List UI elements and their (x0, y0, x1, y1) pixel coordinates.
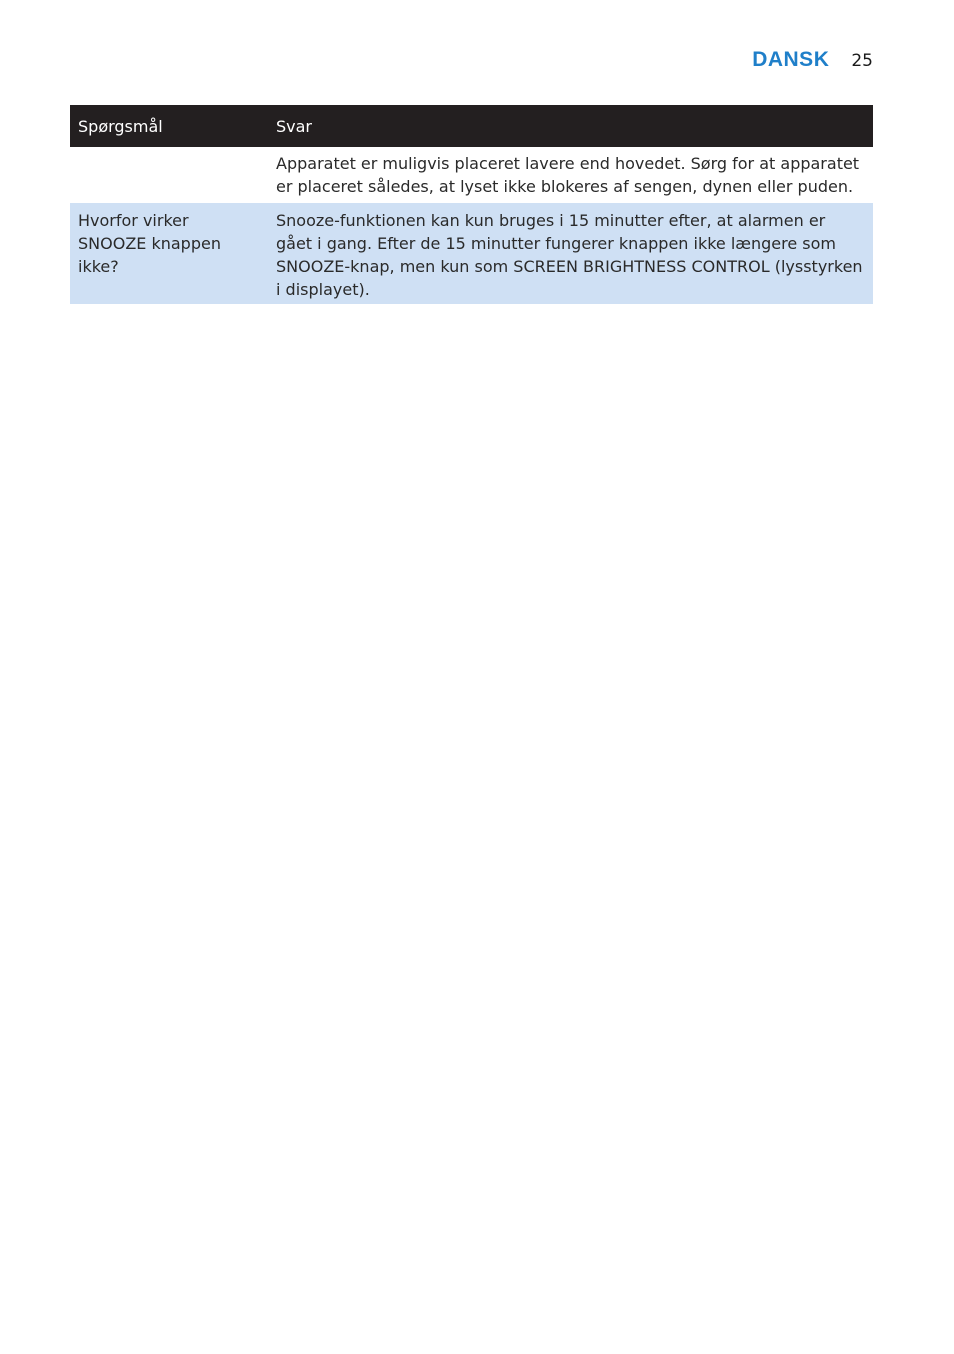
column-header-answer: Svar (268, 105, 873, 147)
faq-table (70, 105, 873, 304)
column-header-question: Spørgsmål (70, 105, 268, 147)
question-cell: Hvorfor virker SNOOZE knappen ikke? (70, 203, 268, 304)
page-number: 25 (851, 51, 873, 71)
table-header-row (70, 105, 873, 147)
language-label: DANSK (752, 48, 830, 71)
table-row (70, 203, 873, 304)
answer-cell: Snooze-funktionen kan kun bruges i 15 minutter efter, at alarmen er gået i gang. Efter de 15 minutter fungerer knappen ikke længere som SNOOZE-knap, men kun som SCREEN BRIGHTNESS CONTROL (lysstyrken i displayet). (268, 203, 873, 304)
table-row (70, 147, 873, 203)
answer-cell: Apparatet er muligvis placeret lavere end hovedet. Sørg for at apparatet er placeret således, at lyset ikke blokeres af sengen, dynen eller puden. (268, 147, 873, 203)
page-header (752, 48, 873, 72)
question-cell (70, 147, 268, 203)
